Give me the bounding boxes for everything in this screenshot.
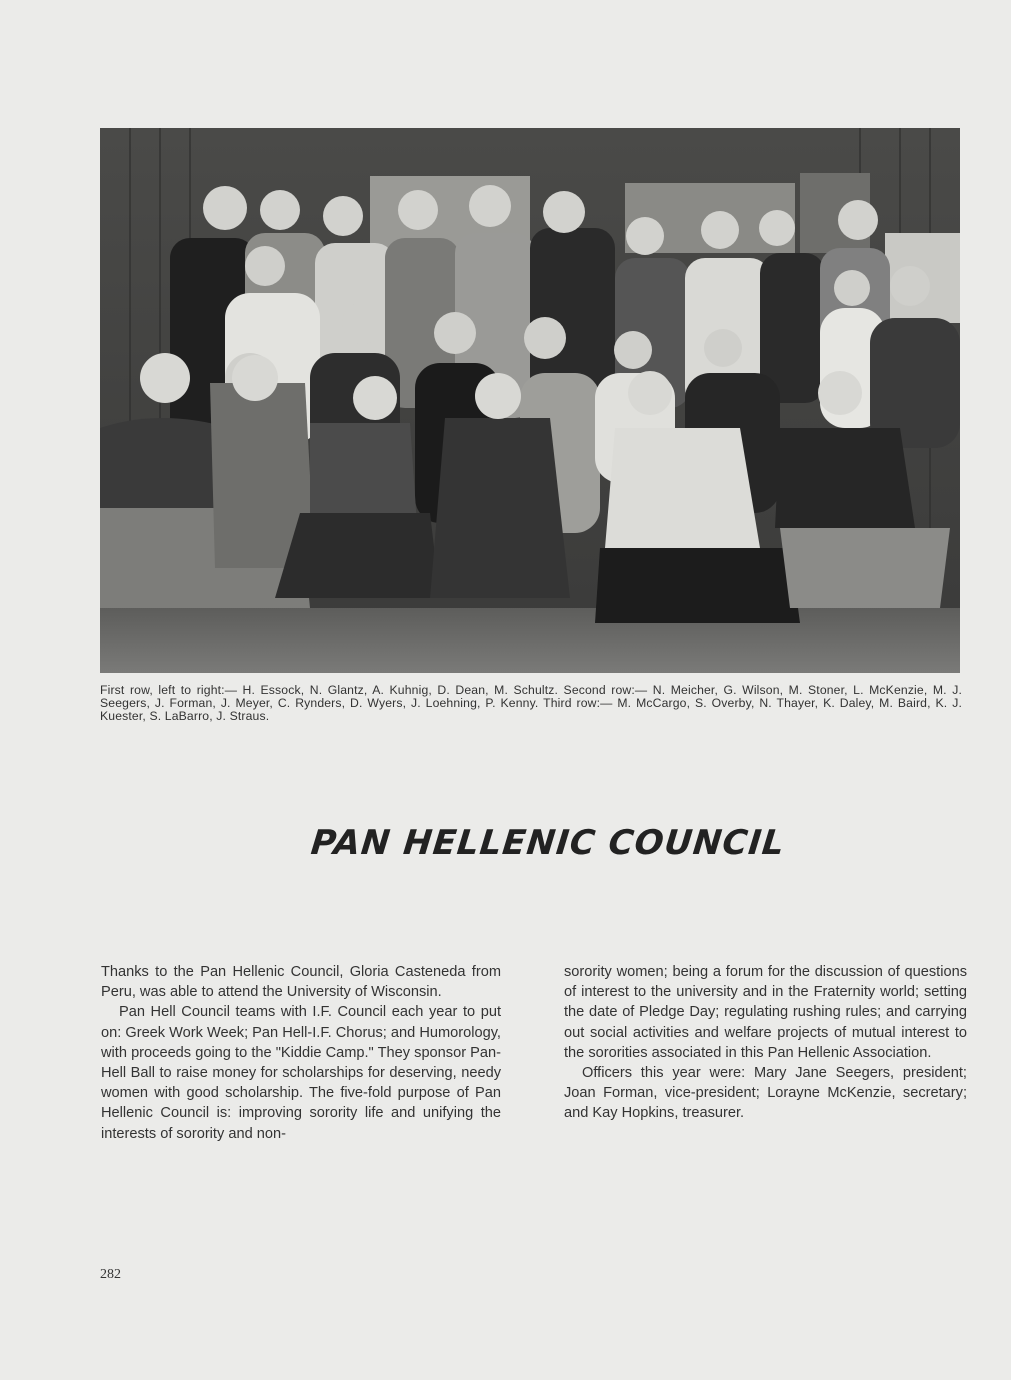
body-paragraph: Officers this year were: Mary Jane Seegers, president; Joan Forman, vice-president; Lorayne McKenzie, secretary; and Kay Hopkins, treasurer. bbox=[564, 1065, 967, 1122]
group-photo bbox=[100, 128, 960, 673]
body-paragraph: Pan Hell Council teams with I.F. Council each year to put on: Greek Work Week; Pan Hell-I.F. Chorus; and Humorology, with proceeds going to the "Kiddie Camp." They sponsor Pan-Hell Ball to raise money for scholarships for deserving, needy women with good scholarship. The five-fold purpose of Pan Hellenic Council is: improving sorority life and unifying the interests of sorority and non- bbox=[101, 1004, 501, 1142]
body-column-right bbox=[564, 962, 967, 1124]
body-paragraph: sorority women; being a forum for the discussion of questions of interest to the university and in the Fraternity world; setting the date of Pledge Day; regulating rushing rules; and carrying out social activities and welfare projects of mutual interest to the sororities associated in this Pan Hellenic Association. bbox=[564, 964, 967, 1061]
page-title: PAN HELLENIC COUNCIL bbox=[309, 823, 787, 863]
body-paragraph: Thanks to the Pan Hellenic Council, Gloria Casteneda from Peru, was able to attend the University of Wisconsin. bbox=[101, 964, 501, 1001]
photo-caption: First row, left to right:— H. Essock, N. Glantz, A. Kuhnig, D. Dean, M. Schultz. Second row:— N. Meicher, G. Wilson, M. Stoner, L. McKenzie, M. J. Seegers, J. Forman, J. Meyer, C. Rynders, D. Wyers, J. Loehning, P. Kenny. Third row:— M. McCargo, S. Overby, N. Thayer, K. Daley, M. Baird, K. J. Kuester, S. LaBarro, J. Straus. bbox=[100, 683, 962, 723]
page-number: 282 bbox=[100, 1267, 121, 1282]
body-column-left bbox=[101, 962, 501, 1144]
